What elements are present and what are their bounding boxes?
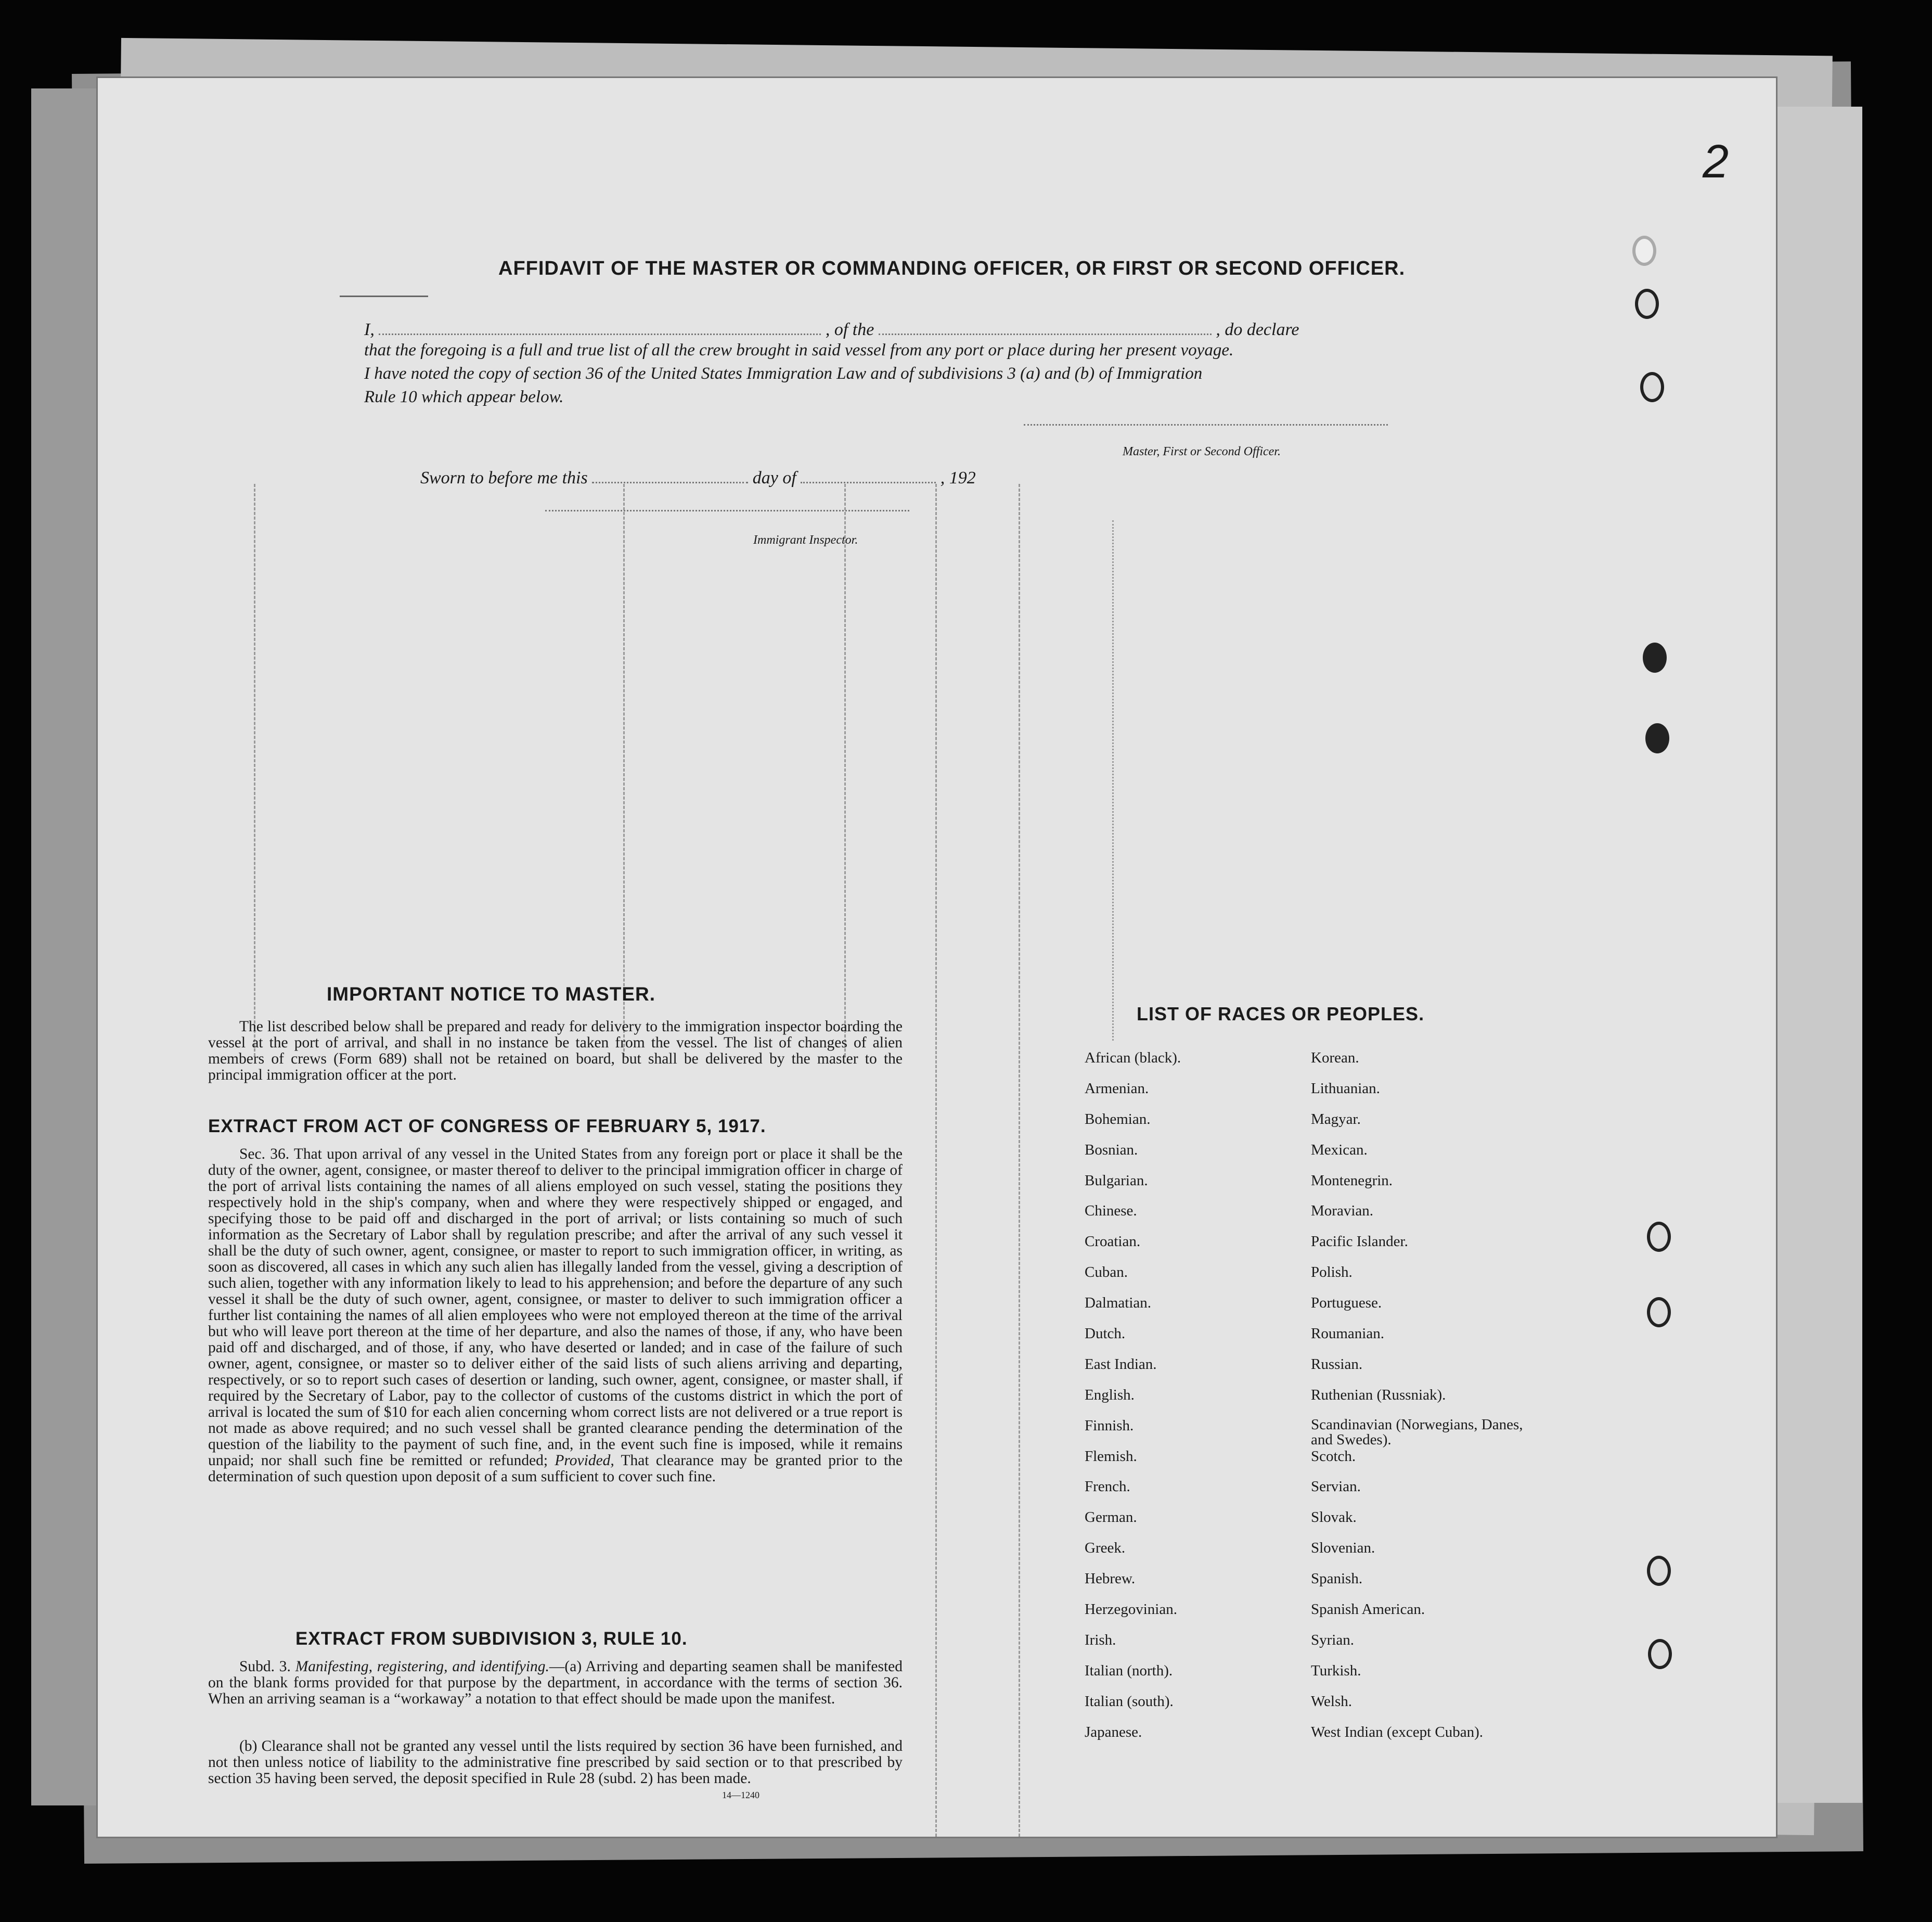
- race-item: Herzegovinian.: [1085, 1601, 1177, 1618]
- race-item: Greek.: [1085, 1540, 1126, 1557]
- race-item: Slovenian.: [1311, 1540, 1375, 1557]
- race-item: Servian.: [1311, 1478, 1361, 1495]
- act-extract-text: Sec. 36. That upon arrival of any vessel in the United States from any foreign port or place it shall be the duty of the owner, agent, consignee, or master thereof to deliver to the principal immigration officer in charge of the port of arrival lists containing the names of all aliens employed on such vessel, stating the positions they respectively hold in the ship's company, when and where they were respectively shipped or engaged, and specifying those to be paid off and discharged in the port of arrival; or lists containing so much of such information as the Secretary of Labor shall by regulation prescribe; and after the arrival of any such vessel it shall be the duty of such owner, agent, consignee, or master to report to such immigration officer, in writing, as soon as discovered, all cases in which any such alien has illegally landed from the vessel, giving a description of such alien, together with any information likely to lead to his apprehension; and before the departure of any such vessel it shall be the duty of such owner, agent, consignee, or master to deliver to such immigration officer a further list containing the names of all alien employees who were not employed thereon at the time of the arrival but who will leave port thereon at the time of her departure, and also the names of those, if any, who have been paid off and discharged, and of those, if any, who have deserted or landed; and in case of the failure of such owner, agent, consignee, or master so to deliver either of the said lists of such aliens arriving and departing, respectively, or so to report such cases of desertion or landing, such owner, agent, consignee, or master shall, if required by the Secretary of Labor, pay to the collector of customs of the customs district in which the port of arrival is located the sum of $10 for each alien concerning whom correct lists are not delivered or a true report is not made as above required; and no such vessel shall be granted clearance pending the determination of the question of the liability to the payment of such fine, and, in the event such fine is imposed, while it remains unpaid; nor shall such fine be remitted or refunded; Provided, That clearance may be granted prior to the determination of such question upon deposit of a sum sufficient to cover such fine.: [208, 1146, 903, 1485]
- race-item: Finnish.: [1085, 1417, 1134, 1434]
- signature-label: Master, First or Second Officer.: [1123, 445, 1281, 458]
- race-item: Roumanian.: [1311, 1325, 1384, 1342]
- affidavit-title: AFFIDAVIT OF THE MASTER OR COMMANDING OFFICER, OR FIRST OR SECOND OFFICER.: [498, 258, 1406, 279]
- punch-hole: [1647, 1297, 1671, 1327]
- sworn-line: Sworn to before me this day of , 192: [420, 468, 976, 488]
- punch-hole: [1648, 1639, 1672, 1669]
- race-item: German.: [1085, 1509, 1137, 1526]
- race-item: Bohemian.: [1085, 1110, 1151, 1127]
- title-rule: [340, 296, 428, 297]
- race-item: Armenian.: [1085, 1080, 1149, 1097]
- notice-text: The list described below shall be prepared and ready for delivery to the immigration inspector boarding the vessel at the port of arrival, and shall in no instance be taken from the vessel. The list of changes of alien members of crews (Form 689) shall not be retained on board, but shall be delivered by the master to the principal immigration officer at the port.: [208, 1018, 903, 1083]
- race-item: Syrian.: [1311, 1631, 1354, 1648]
- punch-hole: [1647, 1556, 1671, 1586]
- affidavit-line-4: Rule 10 which appear below.: [364, 388, 564, 406]
- race-item: English.: [1085, 1386, 1135, 1403]
- notice-title: IMPORTANT NOTICE TO MASTER.: [327, 983, 656, 1005]
- race-item: Lithuanian.: [1311, 1080, 1380, 1097]
- form-number: 14—1240: [722, 1790, 759, 1800]
- affidavit-line-1: I, , of the , do declare: [364, 320, 1299, 339]
- race-item: West Indian (except Cuban).: [1311, 1723, 1484, 1740]
- race-item: Magyar.: [1311, 1110, 1361, 1127]
- race-item: Bosnian.: [1085, 1141, 1138, 1158]
- race-item: Moravian.: [1311, 1202, 1373, 1220]
- races-right-column: [1311, 1049, 1540, 1754]
- race-item: Korean.: [1311, 1049, 1359, 1066]
- race-item: Chinese.: [1085, 1202, 1137, 1220]
- race-item: Scandinavian (Norwegians, Danes, and Swedes).: [1311, 1416, 1523, 1448]
- race-item: Russian.: [1311, 1355, 1363, 1373]
- race-item: Ruthenian (Russniak).: [1311, 1386, 1446, 1403]
- race-item: Bulgarian.: [1085, 1172, 1148, 1189]
- act-extract-title: EXTRACT FROM ACT OF CONGRESS OF FEBRUARY 5, 1917.: [208, 1116, 766, 1136]
- punch-hole: [1643, 643, 1667, 673]
- race-item: Portuguese.: [1311, 1295, 1382, 1312]
- race-item: Welsh.: [1311, 1693, 1353, 1710]
- punch-hole: [1645, 723, 1669, 753]
- affidavit-line-3: I have noted the copy of section 36 of the United States Immigration Law and of subdivisions 3 (a) and (b) of Immigration: [364, 364, 1203, 383]
- ghost-column-line: [1112, 520, 1114, 1041]
- ghost-column-line: [254, 484, 255, 1056]
- race-item: African (black).: [1085, 1049, 1181, 1066]
- race-item: Croatian.: [1085, 1233, 1141, 1250]
- affidavit-line-2: that the foregoing is a full and true list of all the crew brought in said vessel from any port or place during her present voyage.: [364, 341, 1234, 360]
- inspector-label: Immigrant Inspector.: [753, 533, 858, 547]
- race-item: Pacific Islander.: [1311, 1233, 1408, 1250]
- race-item: Hebrew.: [1085, 1570, 1136, 1587]
- rule-extract-title: EXTRACT FROM SUBDIVISION 3, RULE 10.: [295, 1629, 688, 1649]
- punch-hole: [1635, 289, 1659, 319]
- race-item: French.: [1085, 1478, 1130, 1495]
- punch-hole: [1640, 372, 1664, 402]
- race-item: Japanese.: [1085, 1723, 1142, 1740]
- inspector-signature-line: [545, 510, 909, 511]
- race-item: Polish.: [1311, 1264, 1353, 1281]
- race-item: Irish.: [1085, 1631, 1116, 1648]
- race-item: Flemish.: [1085, 1447, 1137, 1465]
- signature-line: [1024, 424, 1388, 426]
- punch-hole: [1632, 236, 1656, 266]
- race-item: Turkish.: [1311, 1662, 1361, 1679]
- ghost-column-line: [935, 484, 937, 1837]
- ghost-column-line: [623, 484, 625, 1056]
- ghost-column-line: [844, 484, 846, 1056]
- document-page: [98, 78, 1776, 1837]
- rule-extract-text-a: Subd. 3. Manifesting, registering, and identifying.—(a) Arriving and departing seamen shall be manifested on the blank forms provided for that purpose by the department, in accordance with the terms of section 36. When an arriving seaman is a “workaway” a notation to that effect should be made upon the manifest.: [208, 1658, 903, 1707]
- race-item: Mexican.: [1311, 1141, 1368, 1158]
- race-item: Slovak.: [1311, 1509, 1357, 1526]
- race-item: Montenegrin.: [1311, 1172, 1393, 1189]
- races-left-column: [1085, 1049, 1181, 1754]
- punch-hole: [1647, 1222, 1671, 1252]
- race-item: Cuban.: [1085, 1264, 1128, 1281]
- races-title: LIST OF RACES OR PEOPLES.: [1137, 1003, 1425, 1024]
- race-item: East Indian.: [1085, 1355, 1157, 1373]
- race-item: Spanish American.: [1311, 1601, 1425, 1618]
- race-item: Italian (north).: [1085, 1662, 1173, 1679]
- race-item: Dalmatian.: [1085, 1295, 1152, 1312]
- page-number: 2: [1703, 136, 1729, 188]
- race-item: Italian (south).: [1085, 1693, 1174, 1710]
- race-item: Spanish.: [1311, 1570, 1363, 1587]
- race-item: Scotch.: [1311, 1447, 1356, 1465]
- ghost-column-line: [1019, 484, 1020, 1837]
- rule-extract-text-b: (b) Clearance shall not be granted any vessel until the lists required by section 36 have been furnished, and not then unless notice of liability to the administrative fine prescribed by said section or to that prescribed by section 35 having been served, the deposit specified in Rule 28 (subd. 2) has been made.: [208, 1738, 903, 1787]
- race-item: Dutch.: [1085, 1325, 1126, 1342]
